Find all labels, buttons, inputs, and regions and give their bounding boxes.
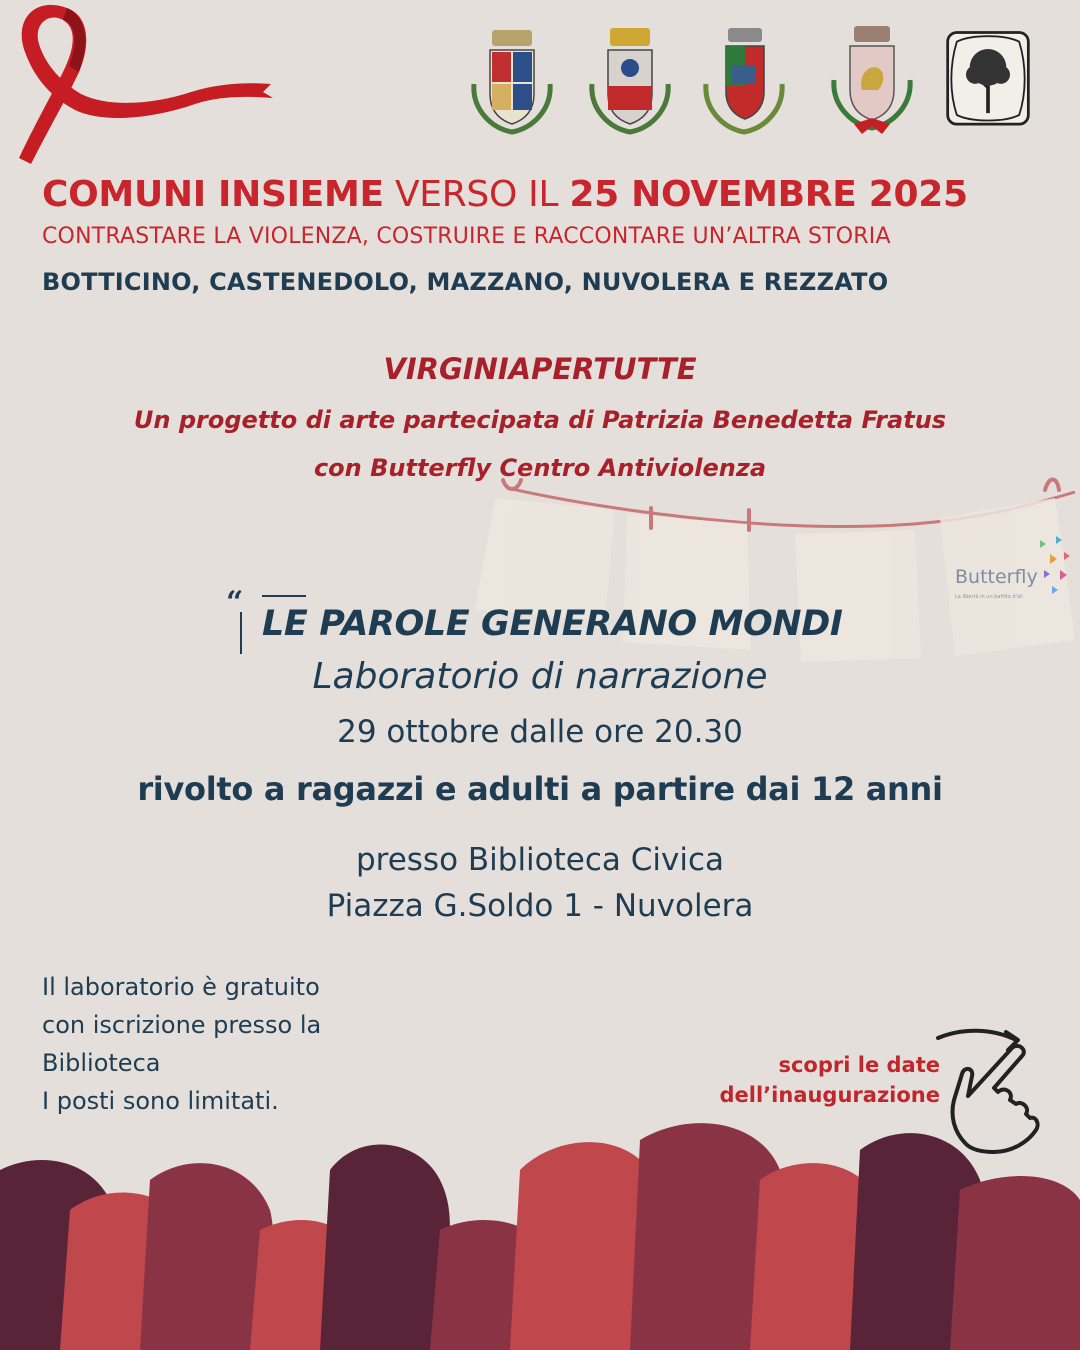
workshop-audience: rivolto a ragazzi e adulti a partire dai 12 anni: [137, 770, 943, 808]
venue-address: Piazza G.Soldo 1 - Nuvolera: [326, 888, 754, 924]
svg-text:“: “: [226, 585, 244, 620]
women-silhouettes-illustration: [0, 1110, 1080, 1350]
info-line: I posti sono limitati.: [42, 1087, 279, 1115]
project-title: VIRGINIAPERTUTTE: [383, 352, 697, 386]
campaign-title-bold-1: COMUNI INSIEME: [42, 174, 384, 215]
campaign-title-light: VERSO IL: [383, 174, 570, 215]
campaign-title-date: 25 NOVEMBRE 2025: [569, 174, 968, 215]
info-line: con iscrizione presso la: [42, 1011, 322, 1039]
workshop-title: LE PAROLE GENERANO MONDI: [262, 604, 843, 644]
towns-list: BOTTICINO, CASTENEDOLO, MAZZANO, NUVOLERA E REZZATO: [42, 268, 889, 296]
crest-nuvolera-icon: [828, 24, 916, 140]
butterfly-logo-text: Butterfly: [955, 566, 1038, 588]
registration-info: [42, 968, 321, 1120]
inauguration-cta[interactable]: [640, 1050, 940, 1110]
info-line: Biblioteca: [42, 1049, 161, 1077]
info-line: Il laboratorio è gratuito: [42, 973, 320, 1001]
crest-castenedolo-icon: [586, 24, 674, 140]
campaign-title: [42, 174, 968, 215]
workshop-subtitle: Laboratorio di narrazione: [312, 656, 768, 697]
cta-line: dell’inaugurazione: [719, 1083, 940, 1107]
cta-line: scopri le date: [778, 1053, 940, 1077]
butterfly-tagline: La libertà in un battito d'ali: [955, 594, 1023, 600]
butterfly-icon: [1030, 530, 1078, 600]
workshop-date: 29 ottobre dalle ore 20.30: [337, 714, 743, 750]
crest-botticino-icon: [468, 24, 556, 140]
crest-rezzato-icon: [944, 24, 1032, 140]
project-partner: con Butterfly Centro Antiviolenza: [313, 454, 767, 482]
campaign-subtitle: CONTRASTARE LA VIOLENZA, COSTRUIRE E RACCONTARE UN’ALTRA STORIA: [42, 224, 891, 249]
project-description: Un progetto di arte partecipata di Patrizia Benedetta Fratus: [133, 406, 947, 434]
venue-name: presso Biblioteca Civica: [355, 842, 725, 878]
red-ribbon-icon: [5, 0, 275, 170]
municipal-crests: [468, 24, 1048, 140]
crest-mazzano-icon: [700, 24, 788, 140]
